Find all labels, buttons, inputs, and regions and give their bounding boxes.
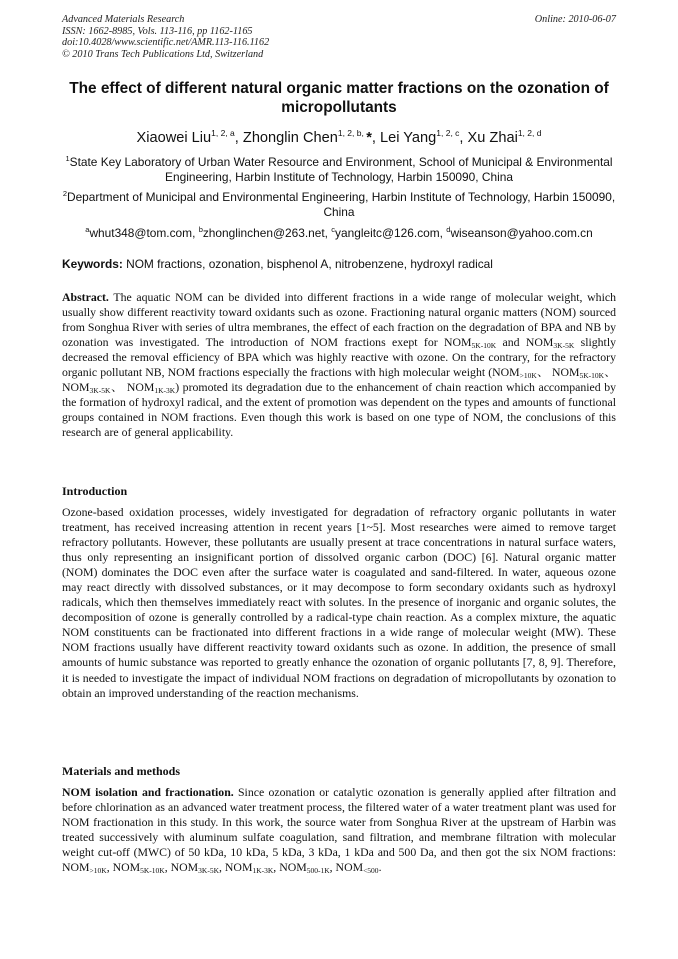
abstract-label: Abstract. <box>62 290 109 304</box>
nom-subscript: 3K-5K <box>553 341 575 351</box>
copyright-line: © 2010 Trans Tech Publications Ltd, Switzerland <box>62 48 264 60</box>
abstract-text: and <box>496 335 526 350</box>
nom-term: NOM <box>224 860 253 875</box>
nom-subscript: >10K <box>519 371 537 381</box>
nom-subscript: >10K <box>89 866 107 876</box>
nom-subscript: 3K-5K <box>89 386 111 396</box>
abstract-text: The aquatic NOM can be divided into different fractions in a wide range of molecular weight, which usually show different reactivity toward oxidants such as ozone. Fractioning natural organic matters (NOM) sourced from Songhua River with series of ultra membranes, the effect of each fraction on the degradation of BPA and NB by ozonation was investigated. The introduction of NOM fractions exept for <box>62 290 616 350</box>
nom-subscript: 5K-10K <box>140 866 165 876</box>
methods-paragraph: NOM isolation and fractionation. Since ozonation or catalytic ozonation is generally applied after filtration and before chlorination as an advanced water treatment process, the filtered water of a water treatment plant was used for NOM fractionation in this study. In this work, the source water from Songhua River at the upstream of Harbin was treated successively with aluminum sulfate coagulation, sand filtration, and membrane filtration with molecular weight cut-off (MWC) of 50 kDa, 10 kDa, 5 kDa, 3 kDa, 1 kDa and 500 Da, and then got the six NOM fractions: $NOM_{>10K}$, $NOM_{5K-10K}$, $NOM_{3K-5K}$, $NOM_{1K-3K}$, $NOM_{500-1K}$, $NOM_{<500}$. <box>62 785 616 876</box>
introduction-paragraph: Ozone-based oxidation processes, widely investigated for degradation of refractory organic pollutants in water treatment, has received increasing attention in recent years [1~5]. Most researches were aimed to remove target refractory pollutants. However, these pollutants are usually present at trace concentrations in natural surface waters, thus only representing an insignificant portion of dissolved organic carbon (DOC) [6]. Natural organic matter (NOM) dominates the DOC even after the surface water is coagulated and sand-filtered. In water, aqueous ozone may react directly with dissolved substances, or it may decompose to form secondary oxidants such as hydroxyl radicals, which then themselves immediately react with solutes. In the presence of inorganic and organic solutes, the decomposition of ozone is generally controlled by a radical-type chain reaction. As a complex mixture, the aquatic NOM constituents can be fractionated into different fractions in a wide range of molecular weight (MW). These NOM fractions usually have different reactivity toward oxidants such as ozone. In addition, the presence of small amounts of humic substance was reported to greatly enhance the ozonation of organic pollutants [7, 8, 9]. Therefore, it is needed to investigate the impact of individual NOM fractions on degradation of micropollutants by ozonation to obtain an improved understanding of the reaction mechanisms. <box>62 505 616 700</box>
nom-term: NOM <box>335 860 364 875</box>
email-address[interactable]: whut348@tom.com, <box>89 226 199 240</box>
nom-term: NOM <box>444 335 472 350</box>
methods-subheading: NOM isolation and fractionation. <box>62 785 234 799</box>
author-affil-mark: 1, 2, c <box>436 128 460 138</box>
nom-subscript: 3K-5K <box>198 866 219 876</box>
affiliation-1 <box>62 151 616 186</box>
email-mark: d <box>446 225 451 234</box>
email-mark: b <box>198 225 203 234</box>
journal-header <box>62 14 269 60</box>
email-address[interactable]: yangleitc@126.com, <box>335 226 447 240</box>
nom-term: NOM <box>62 860 90 875</box>
author-separator: , <box>371 130 380 146</box>
abstract-separator: 、 <box>110 380 127 395</box>
abstract-text: ) promoted its degradation due to the enhancement of chain reaction which accompanied by the formation of hydroxyl radical, and the extent of promotion was dependent on the types and amounts of functional groups contained in NOM fractions. Even though this work is based on one type of NOM, the conclusions of this research are of general applicability. <box>62 380 617 440</box>
affiliation-number: 1 <box>65 154 70 163</box>
nom-term: NOM <box>62 380 90 395</box>
affiliation-text: State Key Laboratory of Urban Water Resource and Environment, School of Municipal & Environmental Engineering, Harbin Institute of Technology, Harbin 150090, China <box>69 155 613 185</box>
nom-term: NOM <box>279 860 307 875</box>
methods-heading: Materials and methods <box>62 764 180 778</box>
author-name: Lei Yang <box>380 130 437 146</box>
nom-term: NOM <box>126 380 155 395</box>
nom-subscript: 5K-10K <box>579 371 605 381</box>
email-mark: c <box>331 225 336 234</box>
email-mark: a <box>85 225 90 234</box>
keywords-text: NOM fractions, ozonation, bisphenol A, nitrobenzene, hydroxyl radical <box>122 257 493 271</box>
issn-line: ISSN: 1662-8985, Vols. 113-116, pp 1162-1165 <box>62 25 253 37</box>
nom-term: NOM <box>525 335 554 350</box>
author-name: Zhonglin Chen <box>242 130 338 146</box>
abstract-paragraph <box>62 290 616 440</box>
email-address[interactable]: zhonglinchen@263.net, <box>202 226 332 240</box>
author-separator: , <box>459 130 468 146</box>
affiliation-number: 2 <box>62 189 67 198</box>
nom-subscript: <500 <box>363 866 379 876</box>
nom-subscript: 5K-10K <box>471 341 497 351</box>
methods-text: . <box>378 860 382 875</box>
journal-name: Advanced Materials Research <box>62 14 185 25</box>
author-name: Xiaowei Liu <box>136 130 212 146</box>
author-name: Xu Zhai <box>467 130 518 146</box>
nom-subscript: 1K-3K <box>154 386 176 396</box>
corresponding-author-mark: * <box>366 130 372 146</box>
abstract-text: slightly decreased the removal efficiency of BPA which was highly reactive with ozone. On the contrary, for the refractory organic pollutant NB, NOM fractions especially the fractions with high molecular weight ( <box>62 335 616 380</box>
author-affil-mark: 1, 2, d <box>517 128 542 138</box>
abstract-separator: 、 <box>604 365 616 380</box>
nom-subscript: 500-1K <box>306 866 330 876</box>
keywords-label: Keywords: <box>62 257 123 271</box>
paper-title: The effect of different natural organic matter fractions on the ozonation of micropollutants <box>69 80 609 116</box>
nom-term: NOM <box>170 860 199 875</box>
author-emails <box>62 222 616 241</box>
doi-line[interactable]: doi:10.4028/www.scientific.net/AMR.113-116.1162 <box>62 37 270 49</box>
nom-term: NOM <box>492 365 520 380</box>
affiliation-text: Department of Municipal and Environmental Engineering, Harbin Institute of Technology, Harbin 150090, China <box>66 190 616 220</box>
nom-term: NOM <box>112 860 141 875</box>
affiliation-2 <box>62 186 616 221</box>
keywords-line <box>62 257 616 272</box>
nom-subscript: 1K-3K <box>252 866 274 876</box>
abstract-separator: 、 <box>536 365 552 380</box>
author-affil-mark: 1, 2, a <box>211 128 235 138</box>
author-list <box>62 124 616 147</box>
author-affil-mark: 1, 2, b, <box>337 128 367 138</box>
author-separator: , <box>234 130 243 146</box>
methods-text: Since ozonation or catalytic ozonation is generally applied after filtration and before chlorination as an advanced water treatment process, the filtered water of a water treatment plant was used for NOM fractionation in this study. In this work, the source water from Songhua River at the upstream of Harbin was treated successively with aluminum sulfate coagulation, sand filtration, and membrane filtration with molecular weight cut-off (MWC) of 50 kDa, 10 kDa, 5 kDa, 3 kDa, 1 kDa and 500 Da, and then got the six NOM fractions: <box>62 785 616 860</box>
nom-term: NOM <box>551 365 580 380</box>
introduction-heading: Introduction <box>62 484 128 498</box>
online-date: Online: 2010-06-07 <box>534 14 616 25</box>
email-address[interactable]: wiseanson@yahoo.com.cn <box>450 226 593 240</box>
